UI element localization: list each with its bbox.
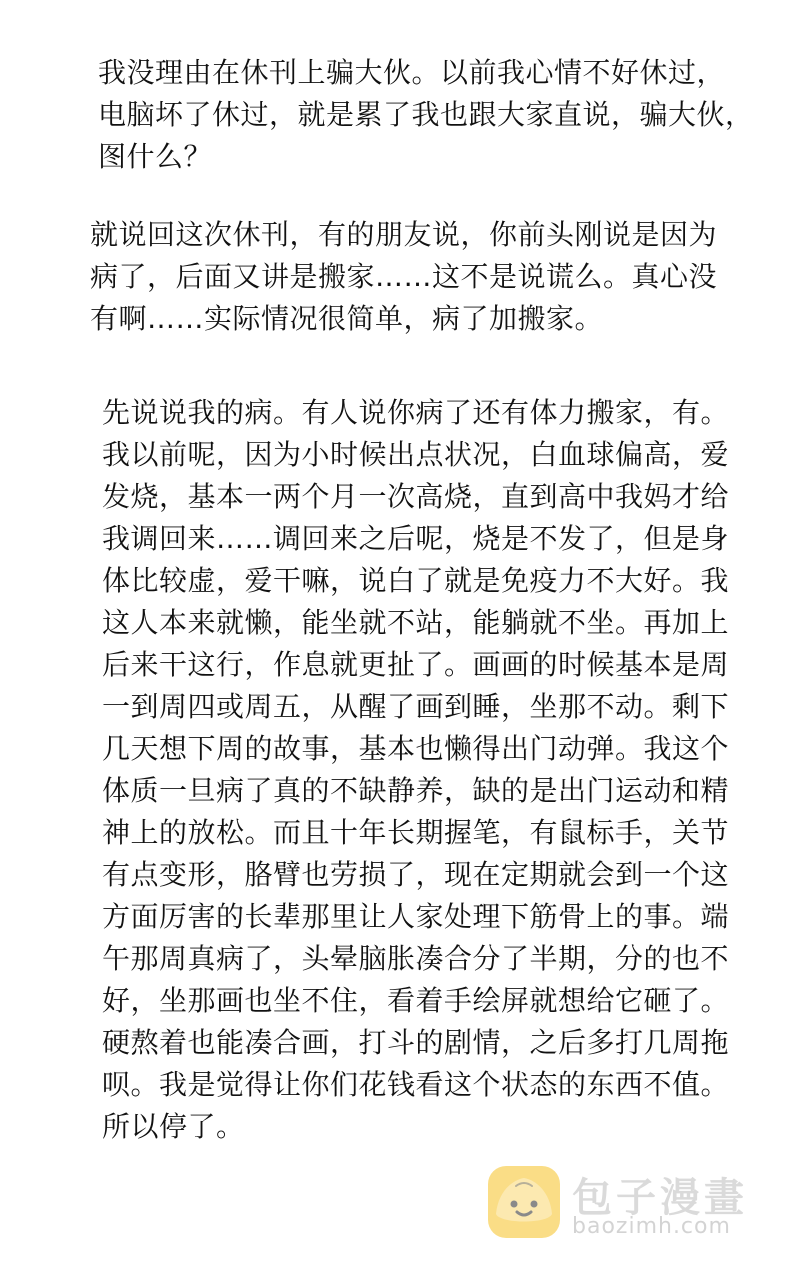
- text-line: 好，坐那画也坐不住，看着手绘屏就想给它砸了。: [102, 984, 730, 1017]
- text-line: 所以停了。: [102, 1110, 245, 1143]
- text-line: 几天想下周的故事，基本也懒得出门动弹。我这个: [102, 732, 730, 765]
- watermark-url: baozimh.com: [572, 1214, 731, 1239]
- text-line: 就说回这次休刊，有的朋友说，你前头刚说是因为: [90, 218, 718, 251]
- text-line: 图什么？: [98, 140, 213, 173]
- text-line: 先说说我的病。有人说你病了还有体力搬家，有。: [102, 396, 730, 429]
- text-line: 后来干这行，作息就更扯了。画画的时候基本是周: [102, 648, 730, 681]
- text-line: 有点变形，胳臂也劳损了，现在定期就会到一个这: [102, 858, 730, 891]
- text-line: 硬熬着也能凑合画，打斗的剧情，之后多打几周拖: [102, 1026, 730, 1059]
- text-line: 呗。我是觉得让你们花钱看这个状态的东西不值。: [102, 1068, 730, 1101]
- text-line: 一到周四或周五，从醒了画到睡，坐那不动。剩下: [102, 690, 730, 723]
- text-line: 我调回来……调回来之后呢，烧是不发了，但是身: [102, 522, 730, 555]
- text-line: 方面厉害的长辈那里让人家处理下筋骨上的事。端: [102, 900, 730, 933]
- text-line: 我以前呢，因为小时候出点状况，白血球偏高，爱: [102, 438, 730, 471]
- steamed-bun-logo-icon: [486, 1164, 562, 1240]
- site-watermark: [486, 1164, 776, 1244]
- watermark-title: 包子漫畫: [572, 1175, 748, 1221]
- text-line: 体质一旦病了真的不缺静养，缺的是出门运动和精: [102, 774, 730, 807]
- paragraph-3: [102, 392, 729, 1148]
- text-line: 电脑坏了休过，就是累了我也跟大家直说，骗大伙，: [98, 98, 754, 131]
- text-line: 神上的放松。而且十年长期握笔，有鼠标手，关节: [102, 816, 730, 849]
- text-line: 我没理由在休刊上骗大伙。以前我心情不好休过，: [98, 56, 726, 89]
- text-line: 午那周真病了，头晕脑胀凑合分了半期，分的也不: [102, 942, 730, 975]
- text-line: 这人本来就懒，能坐就不站，能躺就不坐。再加上: [102, 606, 730, 639]
- text-line: 体比较虚，爱干嘛，说白了就是免疫力不大好。我: [102, 564, 730, 597]
- text-line: 有啊……实际情况很简单，病了加搬家。: [90, 302, 604, 335]
- paragraph-2: [90, 214, 717, 340]
- paragraph-1: [98, 52, 754, 178]
- text-line: 病了，后面又讲是搬家……这不是说谎么。真心没: [90, 260, 718, 293]
- text-line: 发烧，基本一两个月一次高烧，直到高中我妈才给: [102, 480, 730, 513]
